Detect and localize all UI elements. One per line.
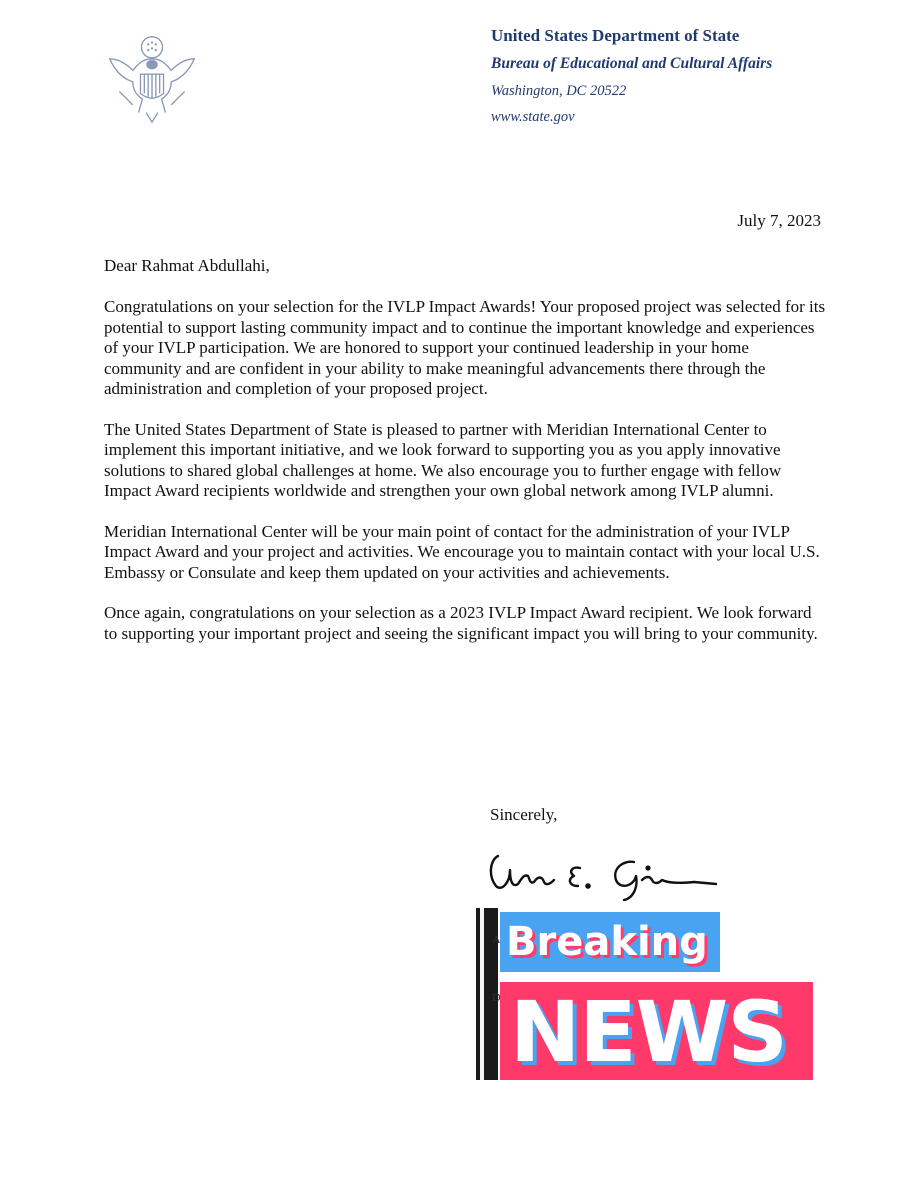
letter-paragraph: Once again, congratulations on your selection as a 2023 IVLP Impact Award recipient. We look forward to supporting your important project and seeing the significant impact you will bring to your community. [104, 603, 818, 643]
letter-paragraph: Congratulations on your selection for the IVLP Impact Awards! Your proposed project was selected for its potential to support lasting community impact and to continue the important knowledge and experiences of your IVLP participation. We are honored to support your continued leadership in your home community and are confident in your ability to make meaningful advancements there through the administration and completion of your proposed project. [104, 297, 826, 398]
us-great-seal-icon [104, 30, 200, 126]
letterhead-organization: United States Department of State [491, 26, 740, 45]
letter-paragraph: The United States Department of State is pleased to partner with Meridian International Center to implement this important initiative, and we look forward to supporting you as you apply innovative solutions to shared global challenges at home. We also encourage you to further engage with fellow Impact Award recipients worldwide and strengthen your own global network among IVLP alumni. [104, 419, 782, 500]
letterhead-bureau: Bureau of Educational and Cultural Affairs [491, 55, 773, 72]
breaking-news-overlay [470, 898, 815, 1083]
letterhead [491, 24, 772, 130]
letter-date: July 7, 2023 [737, 211, 821, 230]
overlay-hidden-text: D [492, 990, 501, 1004]
letterhead-website: www.state.gov [491, 109, 575, 125]
handwritten-signature [484, 846, 724, 904]
letterhead-address: Washington, DC 20522 [491, 83, 627, 99]
overlay-news-text: NEWS [510, 983, 787, 1081]
letter-salutation: Dear Rahmat Abdullahi, [104, 256, 270, 275]
letter-closing: Sincerely, [490, 805, 558, 824]
letter-paragraph: Meridian International Center will be your main point of contact for the administration of your IVLP Impact Award and your project and activities. We encourage you to maintain contact with your local U.S. Embassy or Consulate and keep them updated on your activities and achievements. [104, 521, 820, 582]
overlay-hidden-text: A [492, 932, 501, 946]
letter-body [104, 297, 829, 664]
overlay-breaking-text: Breaking [506, 919, 708, 965]
